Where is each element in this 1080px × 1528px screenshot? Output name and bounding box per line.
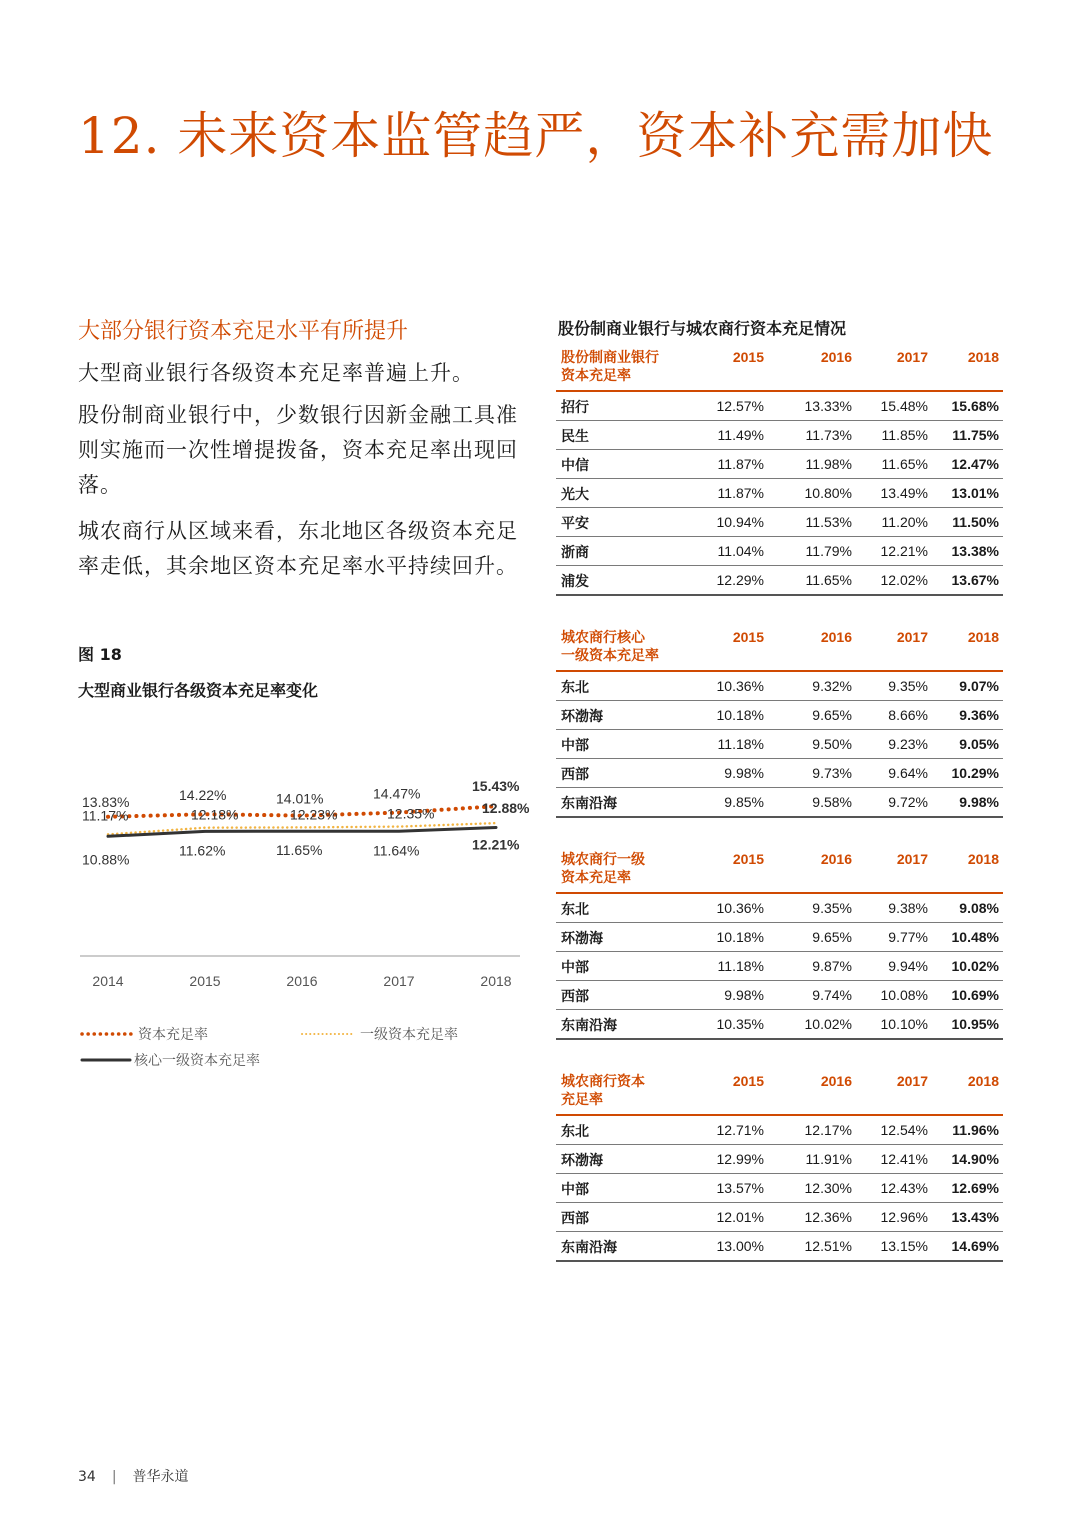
table-row	[556, 479, 1003, 508]
table-row	[556, 730, 1003, 759]
row-value: 11.96%	[952, 1122, 999, 1138]
table-row	[556, 450, 1003, 479]
row-value: 11.79%	[805, 543, 852, 559]
row-value: 13.49%	[880, 485, 928, 501]
row-value: 9.72%	[888, 794, 928, 810]
data-label: 11.65%	[276, 842, 323, 859]
row-label: 西部	[561, 766, 589, 782]
row-label: 东南沿海	[561, 1017, 617, 1033]
footer	[78, 1466, 189, 1486]
data-label: 11.62%	[179, 842, 226, 859]
row-value: 11.04%	[717, 543, 764, 559]
row-value: 14.90%	[951, 1151, 999, 1167]
row-label: 中部	[561, 959, 589, 975]
row-value: 12.71%	[716, 1122, 764, 1138]
table-row	[556, 788, 1003, 818]
table-joint-stock-capital-ratio	[556, 348, 1003, 596]
row-label: 东北	[561, 1123, 589, 1139]
row-value: 13.00%	[716, 1238, 764, 1254]
row-value: 9.38%	[888, 900, 928, 916]
row-value: 10.08%	[880, 987, 928, 1003]
paragraph-1: 大型商业银行各级资本充足率普遍上升。	[78, 361, 474, 385]
row-value: 11.87%	[717, 456, 764, 472]
table-header-year: 2015	[732, 1073, 764, 1089]
footer-separator: |	[111, 1469, 117, 1485]
row-value: 9.35%	[812, 900, 852, 916]
table-header-year: 2017	[896, 1073, 928, 1089]
table-header-year: 2018	[967, 349, 999, 365]
table-header	[556, 628, 1003, 672]
data-label: 10.88%	[82, 851, 130, 868]
row-value: 11.50%	[952, 514, 999, 530]
row-value: 9.65%	[812, 707, 852, 723]
row-label: 中部	[561, 1181, 589, 1197]
row-value: 10.95%	[951, 1016, 999, 1032]
row-value: 11.18%	[717, 958, 764, 974]
table-row	[556, 701, 1003, 730]
table-header-year: 2018	[967, 1073, 999, 1089]
tables-title: 股份制商业银行与城农商行资本充足情况	[558, 319, 847, 338]
row-value: 10.29%	[951, 765, 999, 781]
row-value: 12.17%	[804, 1122, 852, 1138]
row-value: 12.69%	[951, 1180, 999, 1196]
row-value: 9.08%	[959, 900, 999, 916]
row-value: 10.69%	[951, 987, 999, 1003]
data-label: 13.83%	[82, 793, 130, 810]
table-header-year: 2015	[732, 349, 764, 365]
row-value: 13.57%	[716, 1180, 764, 1196]
paragraph-2: 股份制商业银行中，少数银行因新金融工具准则实施而一次性增提拨备，资本充足率出现回落。	[78, 403, 518, 497]
row-value: 11.65%	[881, 456, 928, 472]
row-value: 9.85%	[724, 794, 764, 810]
row-value: 9.87%	[812, 958, 852, 974]
row-value: 11.75%	[952, 427, 999, 443]
data-label: 11.64%	[373, 842, 420, 859]
data-label: 15.43%	[472, 778, 520, 795]
data-label: 12.35%	[387, 805, 435, 822]
data-label: 12.88%	[482, 800, 530, 817]
table-row	[556, 981, 1003, 1010]
row-value: 11.49%	[717, 427, 764, 443]
row-value: 10.48%	[951, 929, 999, 945]
row-value: 12.30%	[804, 1180, 852, 1196]
table-header-label: 城农商行一级 资本充足率	[561, 851, 645, 885]
row-value: 9.73%	[812, 765, 852, 781]
row-label: 招行	[561, 399, 589, 415]
row-value: 11.53%	[805, 514, 852, 530]
row-value: 12.36%	[804, 1209, 852, 1225]
row-value: 9.07%	[959, 678, 999, 694]
row-value: 9.23%	[888, 736, 928, 752]
row-label: 东北	[561, 679, 589, 695]
row-value: 9.98%	[959, 794, 999, 810]
legend-label: 资本充足率	[138, 1026, 208, 1042]
row-value: 11.18%	[717, 736, 764, 752]
table-header	[556, 850, 1003, 894]
x-tick-label: 2018	[480, 973, 512, 989]
row-value: 11.65%	[805, 572, 852, 588]
row-value: 11.73%	[805, 427, 852, 443]
row-value: 11.85%	[881, 427, 928, 443]
data-label: 12.18%	[191, 806, 239, 823]
table-header-year: 2016	[820, 349, 852, 365]
row-value: 10.10%	[880, 1016, 928, 1032]
row-value: 11.98%	[805, 456, 852, 472]
row-value: 12.51%	[804, 1238, 852, 1254]
row-value: 12.21%	[880, 543, 928, 559]
row-value: 10.36%	[716, 900, 764, 916]
row-label: 环渤海	[561, 708, 603, 724]
row-value: 10.18%	[716, 929, 764, 945]
row-value: 10.02%	[804, 1016, 852, 1032]
table-row	[556, 672, 1003, 701]
row-value: 9.58%	[812, 794, 852, 810]
table-header-label: 城农商行核心 一级资本充足率	[561, 629, 659, 663]
row-value: 9.64%	[888, 765, 928, 781]
x-tick-label: 2017	[383, 973, 415, 989]
row-value: 10.35%	[716, 1016, 764, 1032]
row-value: 12.41%	[880, 1151, 928, 1167]
data-label: 11.17%	[82, 807, 129, 824]
table-row	[556, 1010, 1003, 1040]
footer-brand: 普华永道	[132, 1469, 189, 1485]
figure-label: 图 18	[78, 645, 122, 664]
x-tick-label: 2016	[286, 973, 318, 989]
table-header-label: 股份制商业银行 资本充足率	[561, 349, 659, 383]
figure-title: 大型商业银行各级资本充足率变化	[78, 681, 319, 700]
table-row	[556, 392, 1003, 421]
row-value: 9.98%	[724, 765, 764, 781]
row-value: 8.66%	[888, 707, 928, 723]
table-row	[556, 894, 1003, 923]
row-value: 9.94%	[888, 958, 928, 974]
table-row	[556, 1145, 1003, 1174]
table-header-year: 2016	[820, 851, 852, 867]
legend-label: 核心一级资本充足率	[134, 1052, 260, 1068]
row-value: 12.43%	[880, 1180, 928, 1196]
row-label: 东南沿海	[561, 795, 617, 811]
table-row	[556, 537, 1003, 566]
row-value: 10.94%	[716, 514, 764, 530]
row-value: 12.02%	[880, 572, 928, 588]
page-title: 12. 未来资本监管趋严，资本补充需加快	[78, 107, 994, 165]
page-number: 34	[78, 1469, 96, 1485]
table-row	[556, 566, 1003, 596]
row-label: 中部	[561, 737, 589, 753]
table-row	[556, 421, 1003, 450]
table-header	[556, 1072, 1003, 1116]
row-value: 12.29%	[716, 572, 764, 588]
x-tick-label: 2015	[189, 973, 221, 989]
row-label: 西部	[561, 1210, 589, 1226]
row-label: 东北	[561, 901, 589, 917]
row-value: 12.47%	[951, 456, 999, 472]
row-value: 9.65%	[812, 929, 852, 945]
row-label: 东南沿海	[561, 1239, 617, 1255]
row-value: 9.77%	[888, 929, 928, 945]
row-value: 12.01%	[716, 1209, 764, 1225]
row-label: 光大	[561, 486, 589, 502]
row-label: 西部	[561, 988, 589, 1004]
row-label: 环渤海	[561, 930, 603, 946]
data-label: 12.21%	[472, 836, 520, 853]
row-value: 15.48%	[880, 398, 928, 414]
table-header-year: 2016	[820, 629, 852, 645]
data-label: 14.01%	[276, 790, 324, 807]
row-value: 12.99%	[716, 1151, 764, 1167]
table-city-rural-core-tier1-ratio	[556, 628, 1003, 818]
table-header-label: 城农商行资本 充足率	[561, 1073, 645, 1107]
data-label: 12.23%	[290, 806, 338, 823]
series-line	[108, 828, 496, 837]
table-header-year: 2015	[732, 851, 764, 867]
row-label: 浙商	[561, 544, 589, 560]
table-row	[556, 1116, 1003, 1145]
row-value: 9.50%	[812, 736, 852, 752]
table-header	[556, 348, 1003, 392]
row-label: 环渤海	[561, 1152, 603, 1168]
table-header-year: 2016	[820, 1073, 852, 1089]
table-row	[556, 1232, 1003, 1262]
data-label: 14.22%	[179, 787, 227, 804]
row-value: 9.32%	[812, 678, 852, 694]
capital-ratio-line-chart	[70, 720, 540, 1090]
row-value: 12.54%	[880, 1122, 928, 1138]
table-row	[556, 1203, 1003, 1232]
table-row	[556, 923, 1003, 952]
table-header-year: 2018	[967, 629, 999, 645]
row-label: 平安	[561, 515, 589, 531]
row-value: 9.36%	[959, 707, 999, 723]
x-tick-label: 2014	[92, 973, 124, 989]
row-value: 15.68%	[951, 398, 999, 414]
table-city-rural-capital-ratio	[556, 1072, 1003, 1262]
row-value: 13.01%	[951, 485, 999, 501]
table-city-rural-tier1-ratio	[556, 850, 1003, 1040]
row-value: 12.57%	[716, 398, 764, 414]
table-row	[556, 759, 1003, 788]
row-label: 民生	[561, 428, 589, 444]
row-label: 中信	[561, 457, 589, 473]
row-value: 9.74%	[812, 987, 852, 1003]
table-header-year: 2015	[732, 629, 764, 645]
row-value: 11.87%	[717, 485, 764, 501]
row-value: 10.02%	[951, 958, 999, 974]
table-header-year: 2017	[896, 349, 928, 365]
row-value: 9.35%	[888, 678, 928, 694]
table-row	[556, 508, 1003, 537]
row-value: 13.67%	[951, 572, 999, 588]
table-row	[556, 1174, 1003, 1203]
table-header-year: 2017	[896, 851, 928, 867]
row-label: 浦发	[561, 573, 589, 589]
paragraph-3: 城农商行从区域来看，东北地区各级资本充足率走低，其余地区资本充足率水平持续回升。	[78, 519, 518, 578]
table-header-year: 2017	[896, 629, 928, 645]
row-value: 12.96%	[880, 1209, 928, 1225]
row-value: 10.80%	[804, 485, 852, 501]
row-value: 9.98%	[724, 987, 764, 1003]
row-value: 13.43%	[951, 1209, 999, 1225]
data-label: 14.47%	[373, 785, 421, 802]
row-value: 10.36%	[716, 678, 764, 694]
row-value: 11.20%	[881, 514, 928, 530]
legend-label: 一级资本充足率	[360, 1026, 458, 1042]
table-header-year: 2018	[967, 851, 999, 867]
row-value: 13.33%	[804, 398, 852, 414]
row-value: 13.15%	[880, 1238, 928, 1254]
row-value: 13.38%	[951, 543, 999, 559]
section-heading: 大部分银行资本充足水平有所提升	[78, 319, 409, 344]
table-row	[556, 952, 1003, 981]
row-value: 10.18%	[716, 707, 764, 723]
row-value: 14.69%	[951, 1238, 999, 1254]
row-value: 11.91%	[805, 1151, 852, 1167]
row-value: 9.05%	[959, 736, 999, 752]
